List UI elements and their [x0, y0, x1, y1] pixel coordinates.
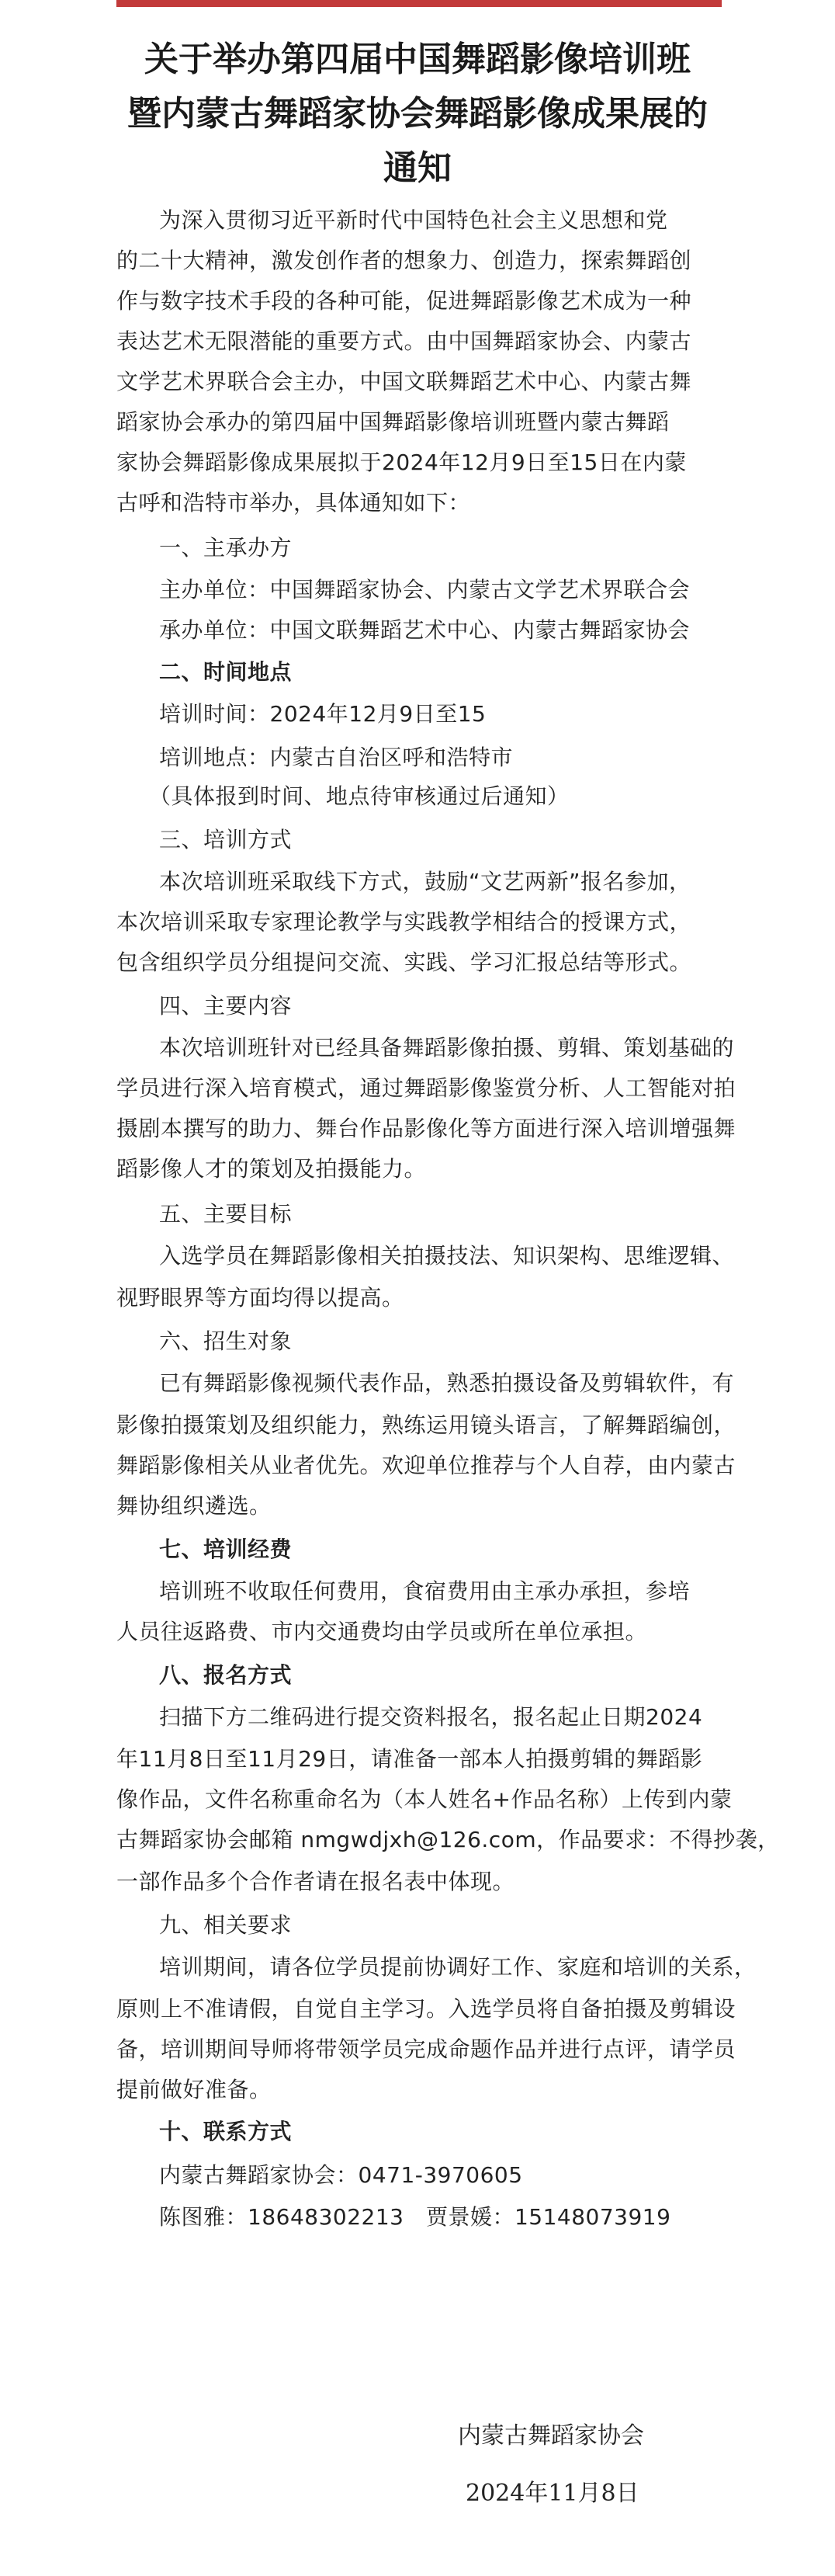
section-heading-training-fees: 七、培训经费	[159, 1536, 293, 1562]
section-line: 人员往返路费、市内交通费均由学员或所在单位承担。	[116, 1619, 648, 1644]
section-line: 提前做好准备。	[116, 2077, 272, 2102]
section-heading-training-method: 三、培训方式	[159, 827, 293, 852]
section-line: 像作品，文件名称重命名为（本人姓名+作品名称）上传到内蒙	[116, 1786, 733, 1812]
section-line: 培训期间，请各位学员提前协调好工作、家庭和培训的关系，	[159, 1954, 757, 1980]
section-line: 舞蹈影像相关从业者优先。欢迎单位推荐与个人自荐，由内蒙古	[116, 1453, 736, 1478]
section-line: 本次培训班针对已经具备舞蹈影像拍摄、剪辑、策划基础的	[159, 1035, 735, 1061]
section-heading-organizers: 一、主承办方	[159, 535, 293, 561]
section-line: 备，培训期间导师将带领学员完成命题作品并进行点评，请学员	[116, 2036, 736, 2062]
section-heading-registration: 八、报名方式	[159, 1662, 293, 1688]
intro-line: 作与数字技术手段的各种可能，促进舞蹈影像艺术成为一种	[116, 288, 692, 314]
section-heading-main-goals: 五、主要目标	[159, 1201, 293, 1227]
signature-organization: 内蒙古舞蹈家协会	[458, 2422, 644, 2449]
section-heading-enrollment-target: 六、招生对象	[159, 1328, 293, 1354]
section-line: 年11月8日至11月29日，请准备一部本人拍摄剪辑的舞蹈影	[116, 1746, 703, 1772]
section-line: 承办单位：中国文联舞蹈艺术中心、内蒙古舞蹈家协会	[159, 617, 691, 643]
section-line: 古舞蹈家协会邮箱 nmgwdjxh@126.com，作品要求：不得抄袭，	[116, 1827, 780, 1852]
section-line: 影像拍摄策划及组织能力，熟练运用镜头语言，了解舞蹈编创，	[116, 1412, 736, 1438]
section-line: （具体报到时间、地点待审核通过后通知）	[149, 783, 570, 809]
intro-line: 文学艺术界联合会主办，中国文联舞蹈艺术中心、内蒙古舞	[116, 369, 692, 394]
section-line: 学员进行深入培育模式，通过舞蹈影像鉴赏分析、人工智能对拍	[116, 1075, 736, 1101]
intro-line: 表达艺术无限潜能的重要方式。由中国舞蹈家协会、内蒙古	[116, 328, 692, 354]
section-line: 视野眼界等方面均得以提高。	[116, 1285, 404, 1311]
section-line: 本次培训班采取线下方式，鼓励“文艺两新”报名参加，	[159, 869, 691, 894]
section-heading-time-place: 二、时间地点	[159, 659, 293, 685]
section-line: 培训时间：2024年12月9日至15	[159, 701, 487, 727]
section-heading-requirements: 九、相关要求	[159, 1912, 293, 1938]
section-line: 培训班不收取任何费用，食宿费用由主承办承担，参培	[159, 1578, 691, 1604]
page-title-line-3: 通知	[383, 148, 452, 188]
top-decorative-bar	[116, 0, 722, 7]
intro-line: 蹈家协会承办的第四届中国舞蹈影像培训班暨内蒙古舞蹈	[116, 409, 670, 435]
page-title-line-1: 关于举办第四届中国舞蹈影像培训班	[144, 40, 691, 79]
section-line: 已有舞蹈影像视频代表作品，熟悉拍摄设备及剪辑软件，有	[159, 1370, 735, 1396]
intro-line: 古呼和浩特市举办，具体通知如下：	[116, 490, 471, 516]
section-line: 一部作品多个合作者请在报名表中体现。	[116, 1869, 515, 1894]
intro-line: 的二十大精神，激发创作者的想象力、创造力，探索舞蹈创	[116, 248, 692, 273]
section-line: 主办单位：中国舞蹈家协会、内蒙古文学艺术界联合会	[159, 577, 691, 602]
section-line: 舞协组织遴选。	[116, 1493, 272, 1519]
section-line: 包含组织学员分组提问交流、实践、学习汇报总结等形式。	[116, 950, 692, 975]
section-line: 本次培训采取专家理论教学与实践教学相结合的授课方式，	[116, 909, 692, 935]
section-heading-main-content: 四、主要内容	[159, 993, 293, 1019]
intro-line: 家协会舞蹈影像成果展拟于2024年12月9日至15日在内蒙	[116, 450, 687, 475]
section-line: 培训地点：内蒙古自治区呼和浩特市	[159, 745, 514, 770]
contact-phone-association: 内蒙古舞蹈家协会：0471-3970605	[159, 2162, 523, 2188]
section-line: 蹈影像人才的策划及拍摄能力。	[116, 1156, 427, 1182]
contact-phone-persons: 陈图雅：18648302213 贾景媛：15148073919	[159, 2204, 671, 2230]
section-heading-contact: 十、联系方式	[159, 2119, 293, 2144]
signature-date: 2024年11月8日	[466, 2480, 639, 2507]
section-line: 原则上不准请假，自觉自主学习。入选学员将自备拍摄及剪辑设	[116, 1996, 736, 2022]
section-line: 入选学员在舞蹈影像相关拍摄技法、知识架构、思维逻辑、	[159, 1243, 735, 1269]
section-line: 摄剧本撰写的助力、舞台作品影像化等方面进行深入培训增强舞	[116, 1116, 736, 1141]
intro-line: 为深入贯彻习近平新时代中国特色社会主义思想和党	[159, 207, 668, 233]
section-line: 扫描下方二维码进行提交资料报名，报名起止日期2024	[159, 1704, 703, 1730]
page-title-line-2: 暨内蒙古舞蹈家协会舞蹈影像成果展的	[127, 94, 708, 134]
